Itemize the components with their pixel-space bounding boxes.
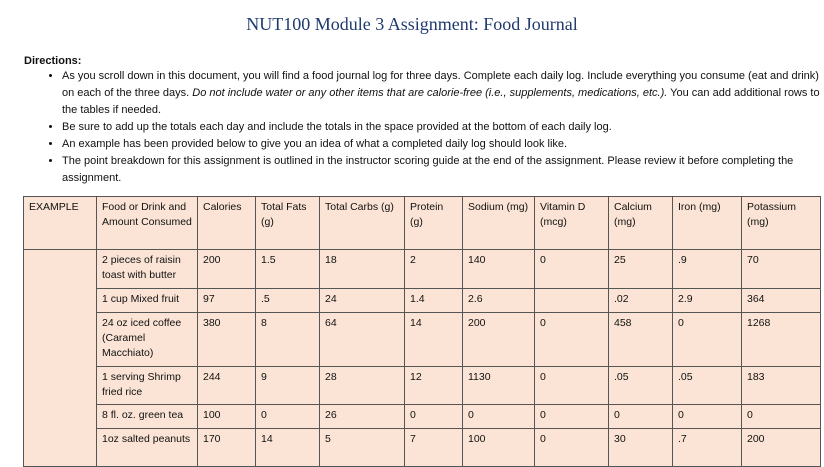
direction-item: • As you scroll down in this document, you will find a food journal log for three days. Complete each daily log. Include everything you consume (eat and drink) on each of the three days. Do not include water or any other items that are calorie-free (i.e., supplements, medications, etc.). You can add additional rows to the tables if needed. (62, 68, 824, 119)
table-cell[interactable]: 24 (320, 289, 405, 313)
table-cell[interactable]: 1 serving Shrimp fried rice (97, 367, 198, 405)
table-cell[interactable]: 5 (320, 429, 405, 467)
table-cell[interactable]: 14 (256, 429, 320, 467)
table-cell[interactable]: 2.6 (463, 289, 535, 313)
table-cell[interactable]: 200 (198, 250, 256, 289)
column-header: Food or Drink and Amount Consumed (97, 197, 198, 250)
table-row (24, 429, 821, 467)
table-cell[interactable]: 25 (609, 250, 673, 289)
table-cell[interactable]: 0 (535, 367, 609, 405)
table-header-row (24, 197, 821, 250)
table-cell[interactable]: 1130 (463, 367, 535, 405)
table-cell[interactable]: 0 (742, 405, 821, 429)
table-row (24, 367, 821, 405)
table-cell[interactable]: 183 (742, 367, 821, 405)
table-cell[interactable]: .05 (673, 367, 742, 405)
table-cell[interactable]: 1 cup Mixed fruit (97, 289, 198, 313)
direction-item: • Be sure to add up the totals each day and include the totals in the space provided at the bottom of each daily log. (62, 119, 824, 136)
table-cell[interactable]: .9 (673, 250, 742, 289)
column-header: Total Fats (g) (256, 197, 320, 250)
table-row (24, 313, 821, 367)
table-cell[interactable]: 0 (673, 313, 742, 367)
table-cell[interactable]: 380 (198, 313, 256, 367)
table-cell[interactable]: .02 (609, 289, 673, 313)
table-cell[interactable]: 1oz salted peanuts (97, 429, 198, 467)
table-cell[interactable]: 2 (405, 250, 463, 289)
column-header: Vitamin D (mcg) (535, 197, 609, 250)
table-cell[interactable]: 200 (742, 429, 821, 467)
table-cell[interactable]: 70 (742, 250, 821, 289)
table-cell[interactable]: 0 (256, 405, 320, 429)
table-cell[interactable] (535, 289, 609, 313)
table-cell[interactable]: 18 (320, 250, 405, 289)
column-header: Iron (mg) (673, 197, 742, 250)
column-header: Potassium (mg) (742, 197, 821, 250)
table-cell[interactable]: 100 (463, 429, 535, 467)
table-cell[interactable]: 9 (256, 367, 320, 405)
table-cell[interactable]: 0 (535, 405, 609, 429)
table-row (24, 250, 821, 289)
table-cell[interactable]: 364 (742, 289, 821, 313)
table-cell[interactable]: 100 (198, 405, 256, 429)
table-cell[interactable]: 97 (198, 289, 256, 313)
table-cell[interactable]: 28 (320, 367, 405, 405)
directions-list (40, 68, 824, 187)
table-cell[interactable]: .05 (609, 367, 673, 405)
table-cell[interactable]: 14 (405, 313, 463, 367)
table-cell[interactable]: 1268 (742, 313, 821, 367)
table-cell[interactable]: 8 (256, 313, 320, 367)
column-header: Calories (198, 197, 256, 250)
table-cell[interactable]: 0 (535, 429, 609, 467)
table-cell[interactable]: 2 pieces of raisin toast with butter (97, 250, 198, 289)
column-header: Calcium (mg) (609, 197, 673, 250)
table-cell[interactable]: 7 (405, 429, 463, 467)
table-cell[interactable]: 12 (405, 367, 463, 405)
table-cell[interactable]: 458 (609, 313, 673, 367)
column-header: Total Carbs (g) (320, 197, 405, 250)
table-cell[interactable]: 2.9 (673, 289, 742, 313)
table-cell[interactable]: 170 (198, 429, 256, 467)
table-cell[interactable]: 0 (535, 250, 609, 289)
table-cell[interactable]: 8 fl. oz. green tea (97, 405, 198, 429)
table-cell[interactable]: 0 (463, 405, 535, 429)
table-cell[interactable]: 64 (320, 313, 405, 367)
column-header: Sodium (mg) (463, 197, 535, 250)
table-cell[interactable]: 140 (463, 250, 535, 289)
direction-item: • The point breakdown for this assignment is outlined in the instructor scoring guide at the end of the assignment. Please review it before completing the assignment. (62, 153, 824, 187)
document-title: NUT100 Module 3 Assignment: Food Journal (246, 14, 578, 34)
table-cell[interactable]: 26 (320, 405, 405, 429)
example-label: EXAMPLE (24, 197, 97, 250)
column-header: Protein (g) (405, 197, 463, 250)
table-row (24, 289, 821, 313)
table-cell[interactable]: 244 (198, 367, 256, 405)
table-row (24, 405, 821, 429)
table-cell[interactable]: 0 (609, 405, 673, 429)
table-cell[interactable]: 0 (535, 313, 609, 367)
table-cell[interactable]: 1.4 (405, 289, 463, 313)
food-journal-table (23, 196, 821, 467)
table-cell[interactable]: 200 (463, 313, 535, 367)
direction-item: • An example has been provided below to give you an idea of what a completed daily log should look like. (62, 136, 824, 153)
table-cell[interactable]: .5 (256, 289, 320, 313)
table-cell[interactable]: 24 oz iced coffee (Caramel Macchiato) (97, 313, 198, 367)
table-cell[interactable]: .7 (673, 429, 742, 467)
table-cell[interactable]: 30 (609, 429, 673, 467)
table-cell[interactable]: 0 (673, 405, 742, 429)
table-cell[interactable]: 0 (405, 405, 463, 429)
table-cell[interactable]: 1.5 (256, 250, 320, 289)
directions-label: Directions: (24, 55, 82, 67)
example-column-cell (24, 250, 97, 467)
